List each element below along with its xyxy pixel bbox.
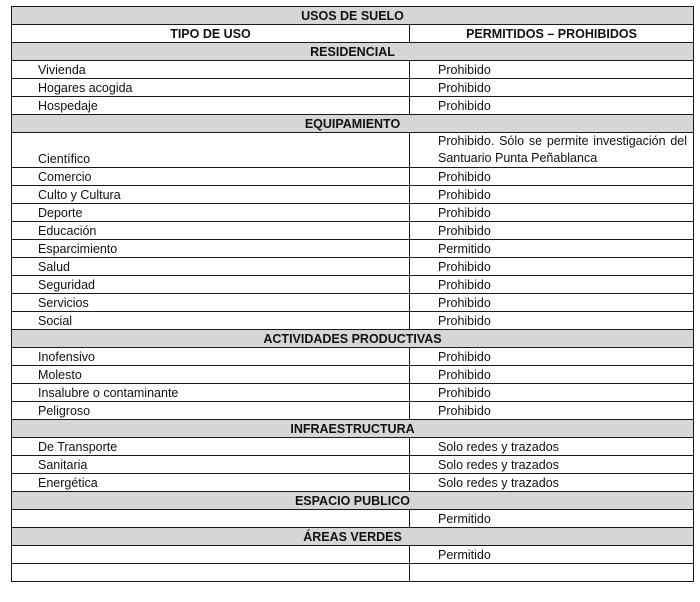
table-row xyxy=(12,61,694,79)
use-type: Molesto xyxy=(12,366,410,384)
table-row xyxy=(12,474,694,492)
use-type: Salud xyxy=(12,258,410,276)
land-use-table xyxy=(11,6,694,582)
use-status: Prohibido xyxy=(410,276,694,294)
section-header xyxy=(12,420,694,438)
table-title: USOS DE SUELO xyxy=(12,7,694,25)
use-status: Prohibido xyxy=(410,222,694,240)
use-status: Prohibido. Sólo se permite investigación del Santuario Punta Peñablanca xyxy=(410,133,694,168)
table-row xyxy=(12,564,694,582)
table-row xyxy=(12,97,694,115)
use-type: Deporte xyxy=(12,204,410,222)
table-title-row xyxy=(12,7,694,25)
use-type: Culto y Cultura xyxy=(12,186,410,204)
use-status: Prohibido xyxy=(410,348,694,366)
use-status: Prohibido xyxy=(410,204,694,222)
table-row xyxy=(12,133,694,168)
use-type: Hogares acogida xyxy=(12,79,410,97)
use-status xyxy=(410,564,694,582)
table-row xyxy=(12,204,694,222)
table-row xyxy=(12,240,694,258)
section-header xyxy=(12,115,694,133)
use-type: Peligroso xyxy=(12,402,410,420)
use-type xyxy=(12,564,410,582)
table-row xyxy=(12,348,694,366)
use-status: Prohibido xyxy=(410,258,694,276)
use-type: Seguridad xyxy=(12,276,410,294)
use-status: Prohibido xyxy=(410,97,694,115)
use-status: Permitido xyxy=(410,240,694,258)
use-status: Prohibido xyxy=(410,79,694,97)
table-row xyxy=(12,366,694,384)
section-label-actividades: ACTIVIDADES PRODUCTIVAS xyxy=(12,330,694,348)
use-type: Insalubre o contaminante xyxy=(12,384,410,402)
use-type: Social xyxy=(12,312,410,330)
section-label-areas-verdes: ÁREAS VERDES xyxy=(12,528,694,546)
column-header-status: PERMITIDOS – PROHIBIDOS xyxy=(410,25,694,43)
table-row xyxy=(12,438,694,456)
use-status: Prohibido xyxy=(410,384,694,402)
section-header xyxy=(12,492,694,510)
section-label-infraestructura: INFRAESTRUCTURA xyxy=(12,420,694,438)
use-status: Prohibido xyxy=(410,366,694,384)
use-status: Prohibido xyxy=(410,186,694,204)
use-status: Solo redes y trazados xyxy=(410,456,694,474)
section-label-residencial: RESIDENCIAL xyxy=(12,43,694,61)
use-type: Vivienda xyxy=(12,61,410,79)
use-status: Solo redes y trazados xyxy=(410,474,694,492)
use-type: Inofensivo xyxy=(12,348,410,366)
use-status: Solo redes y trazados xyxy=(410,438,694,456)
table-row xyxy=(12,546,694,564)
section-label-equipamiento: EQUIPAMIENTO xyxy=(12,115,694,133)
table-row xyxy=(12,79,694,97)
table-row xyxy=(12,510,694,528)
table-row xyxy=(12,276,694,294)
use-type xyxy=(12,510,410,528)
use-type: Educación xyxy=(12,222,410,240)
use-status: Prohibido xyxy=(410,168,694,186)
table-row xyxy=(12,186,694,204)
table-row xyxy=(12,168,694,186)
table-row xyxy=(12,402,694,420)
section-label-espacio-publico: ESPACIO PUBLICO xyxy=(12,492,694,510)
use-type: Comercio xyxy=(12,168,410,186)
use-type: Científico xyxy=(12,133,410,168)
table-row xyxy=(12,456,694,474)
table-row xyxy=(12,222,694,240)
table-row xyxy=(12,384,694,402)
use-status: Prohibido xyxy=(410,294,694,312)
section-header xyxy=(12,528,694,546)
use-type: Sanitaria xyxy=(12,456,410,474)
use-status: Prohibido xyxy=(410,312,694,330)
use-type: De Transporte xyxy=(12,438,410,456)
column-header-type: TIPO DE USO xyxy=(12,25,410,43)
table-row xyxy=(12,312,694,330)
use-status: Permitido xyxy=(410,510,694,528)
table-row xyxy=(12,258,694,276)
use-type: Esparcimiento xyxy=(12,240,410,258)
section-header xyxy=(12,330,694,348)
use-status: Permitido xyxy=(410,546,694,564)
column-header-row xyxy=(12,25,694,43)
use-status: Prohibido xyxy=(410,61,694,79)
use-type: Hospedaje xyxy=(12,97,410,115)
use-status: Prohibido xyxy=(410,402,694,420)
use-type: Servicios xyxy=(12,294,410,312)
use-type: Energética xyxy=(12,474,410,492)
section-header xyxy=(12,43,694,61)
use-type xyxy=(12,546,410,564)
table-row xyxy=(12,294,694,312)
